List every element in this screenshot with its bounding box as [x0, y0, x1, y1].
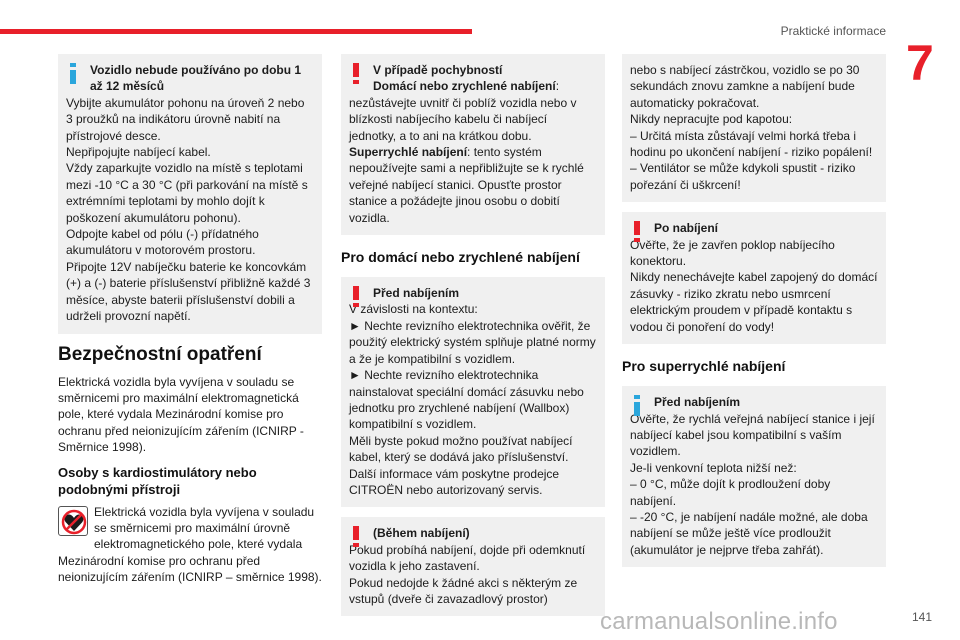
column-1 — [58, 54, 322, 586]
chapter-number: 7 — [906, 35, 934, 91]
info-box-storage — [58, 54, 322, 334]
heading-safety: Bezpečnostní opatření — [58, 343, 262, 365]
box-title: Před nabíjením — [373, 286, 460, 301]
box-body: Ověřte, že je zavřen poklop nabíjecího konektoru. Nikdy nenechávejte kabel zapojený do domácí zásuvky - riziko zkratu nebo usmrcení elektrickým proudem v případě kontaktu s vodou či ponoření do vody! — [630, 237, 878, 334]
heading-super-fast-charging: Pro superrychlé nabíjení — [622, 358, 786, 375]
section-title: Praktické informace — [780, 24, 886, 38]
safety-paragraph: Elektrická vozidla byla vyvíjena v souladu se směrnicemi pro maximální elektromagnetická pole, které vydala Mezinárodní komise pro ochranu před neionizujícím zářením (ICNIRP - Směrnice 1998). — [58, 374, 304, 455]
box-title: Po nabíjení — [654, 221, 719, 236]
box-subtitle-bold: Domácí nebo zrychlené nabíjení — [373, 79, 556, 94]
box-title: Před nabíjením — [654, 395, 741, 410]
box-subtitle-rest: : — [555, 79, 560, 94]
heading-home-charging: Pro domácí nebo zrychlené nabíjení — [341, 249, 580, 266]
header-red-bar — [0, 29, 472, 34]
box-title: Vozidlo nebude používáno po dobu 1 — [90, 63, 302, 77]
box-body: Ověřte, že rychlá veřejná nabíjecí stanice i její nabíjecí kabel jsou kompatibilní s vaším vozidlem. Je-li venkovní teplota nižší než: – 0 °C, může dojít k prodloužení doby nabíjení. – -20 °C, je nabíjení nadále možné, ale doba nabíjení se může ještě více prodloužit (akumulátor je nejprve třeba zahřát). — [630, 411, 875, 557]
box-body: V závislosti na kontextu: ► Nechte revizního elektrotechnika ověřit, že použitý elektrický systém splňuje platné normy a že je kompatibilní s vozidlem. ► Nechte revizního elektrotechnika nainstalovat speciální domácí zásuvku nebo jednotku pro zrychlené nabíjení (Wallbox) kompatibilní s vozidlem. Měli byste pokud možno používat nabíjecí kabel, který se dodává jako příslušenství. Další informace vám poskytne prodejce CITROËN nebo autorizovaný servis. — [349, 302, 596, 497]
box-title: V případě pochybností — [373, 63, 503, 77]
box-title: (Během nabíjení) — [373, 526, 470, 541]
box-body-part2: : tento systém nepoužívejte sami a nepřibližujte se k rychlé veřejné nabíjecí stanici. Opusťte prostor stanice a požádejte jinou osobu o dobití vozidla. — [349, 145, 584, 225]
heading-pacemakers: Osoby s kardiostimulátory nebo podobnými přístroji — [58, 464, 257, 497]
pacemaker-warning-icon — [58, 506, 88, 536]
box-body: Pokud probíhá nabíjení, dojde při odemknutí vozidla k jeho zastavení. Pokud nedojde k žádné akci s některým ze vstupů (dveře či zavazadlový prostor) — [349, 542, 586, 606]
box-continued — [622, 54, 886, 202]
watermark: carmanualsonline.info — [600, 608, 838, 635]
box-body: Vybijte akumulátor pohonu na úroveň 2 nebo 3 proužků na indikátoru úrovně nabití na přístrojové desce. Nepřipojujte nabíjecí kabel. Vždy zaparkujte vozidlo na místě s teplotami mezi -10 °C a 30 °C (při parkování na místě s extrémními teplotami by mohlo dojít k poškození akumulátoru pohonu). Odpojte kabel od pólu (-) přídatného akumulátoru v motorovém prostoru. Připojte 12V nabíječku baterie ke koncovkám (+) a (-) baterie příslušenství přibližně každé 3 měsíce, abyste baterii příslušenství dobili a udrželi provozní napětí. — [66, 95, 311, 324]
page-number: 141 — [911, 610, 932, 624]
warning-box-during-charging — [341, 517, 605, 616]
box-title-cont: až 12 měsíců — [90, 79, 165, 94]
box-body: nebo s nabíjecí zástrčkou, vozidlo se po 30 sekundách znovu zamkne a nabíjení bude automaticky pokračovat. Nikdy nepracujte pod kapotou: – Určitá místa zůstávají velmi horká třeba i hodinu po ukončení nabíjení - riziko popálení! – Ventilátor se může kdykoli spustit - riziko pořezání či uškrcení! — [630, 63, 873, 192]
warning-box-doubts — [341, 54, 605, 235]
info-box-before-fast-charging — [622, 386, 886, 567]
pacemaker-section — [58, 504, 322, 586]
warning-box-after-charging — [622, 212, 886, 344]
pacemaker-paragraph: Elektrická vozidla byla vyvíjena v souladu se směrnicemi pro maximální úrovně elektromagnetického pole, které vydala Mezinárodní komise pro ochranu před neionizujícím zářením (ICNIRP – směrnice 1998). — [58, 504, 322, 585]
warning-box-before-charging — [341, 277, 605, 507]
column-2 — [341, 54, 605, 626]
box-subtitle — [349, 78, 597, 94]
box-body-part1: nezůstávejte uvnitř či poblíž vozidla nebo v blízkosti nabíjecího kabelu či nabíjecí jednotky, a to ani na krátkou dobu. — [349, 95, 577, 143]
box-body — [349, 95, 597, 226]
box-body-bold: Superrychlé nabíjení — [349, 145, 468, 160]
column-3 — [622, 54, 886, 577]
